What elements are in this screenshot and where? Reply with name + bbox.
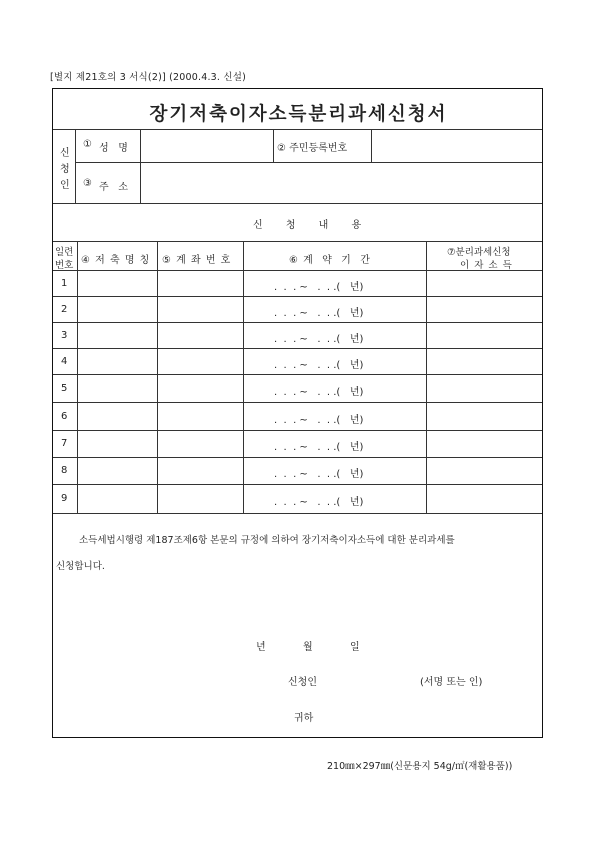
column-divider: [243, 241, 244, 513]
contract-period-cell[interactable]: . . . ~ . . .( 년): [274, 442, 364, 453]
column-divider: [426, 241, 427, 513]
row-divider: [53, 457, 542, 458]
account-number-header: ⑤ 계 좌 번 호: [162, 255, 232, 266]
row-number: 7: [61, 438, 68, 449]
application-statement: 소득세법시행령 제187조제6항 본문의 규정에 의하여 장기저축이자소득에 대한 분리과세를: [79, 535, 455, 546]
applicant-section-divider: [53, 203, 542, 204]
address-number: ③: [83, 178, 92, 189]
name-row-divider: [75, 162, 542, 163]
contract-period-cell[interactable]: . . . ~ . . .( 년): [274, 415, 364, 426]
name-label-divider: [140, 129, 141, 203]
form-title: 장기저축이자소득분리과세신청서: [149, 104, 448, 125]
content-heading-divider: [53, 241, 542, 242]
date-month-label: 월: [303, 642, 313, 653]
row-divider: [53, 322, 542, 323]
row-number: 8: [61, 465, 68, 476]
rrn-label-left-divider: [273, 129, 274, 162]
application-statement: 신청합니다.: [56, 561, 105, 572]
contract-period-cell[interactable]: . . . ~ . . .( 년): [274, 334, 364, 345]
rrn-label-right-divider: [371, 129, 372, 162]
paper-spec-note: 210㎜×297㎜(신문용지 54g/㎡(재활용품)): [327, 761, 513, 772]
row-divider: [53, 430, 542, 431]
applicant-signature-label: 신청인: [288, 677, 317, 688]
row-number: 9: [61, 493, 68, 504]
row-divider: [53, 402, 542, 403]
contract-period-cell[interactable]: . . . ~ . . .( 년): [274, 469, 364, 480]
row-number: 1: [61, 278, 68, 289]
signature-hint: (서명 또는 인): [420, 677, 483, 688]
separate-tax-header: ⑦분리과세신청: [447, 247, 511, 258]
contract-period-header: ⑥ 계 약 기 간: [289, 255, 371, 266]
address-label: 주 소: [99, 182, 128, 193]
title-divider: [53, 129, 542, 130]
contract-period-cell[interactable]: . . . ~ . . .( 년): [274, 387, 364, 398]
table-bottom-divider: [53, 513, 542, 514]
form-number-note: [별지 제21호의 3 서식(2)] (2000.4.3. 신설): [50, 72, 247, 83]
contract-period-cell[interactable]: . . . ~ . . .( 년): [274, 308, 364, 319]
name-number: ①: [83, 139, 92, 150]
contract-period-cell[interactable]: . . . ~ . . .( 년): [274, 497, 364, 508]
content-heading: 신 청 내 용: [253, 220, 372, 231]
row-number: 4: [61, 356, 68, 367]
row-divider: [53, 348, 542, 349]
address-value-field[interactable]: [143, 167, 535, 199]
column-divider: [157, 241, 158, 513]
name-value-field[interactable]: [143, 133, 269, 159]
savings-name-header: ④ 저 축 명 칭: [81, 255, 151, 266]
recipient-label: 귀하: [294, 713, 314, 724]
row-divider: [53, 484, 542, 485]
row-divider: [53, 296, 542, 297]
applicant-section-label: 청: [60, 164, 70, 175]
name-label: 성 명: [99, 143, 128, 154]
row-divider: [53, 374, 542, 375]
applicant-section-label: 신: [60, 148, 70, 159]
separate-tax-header: 이 자 소 득: [460, 260, 513, 271]
contract-period-cell[interactable]: . . . ~ . . .( 년): [274, 282, 364, 293]
row-number: 5: [61, 383, 68, 394]
serial-header: 번호: [55, 260, 74, 271]
applicant-section-label: 인: [60, 180, 70, 191]
column-divider: [77, 241, 78, 513]
date-year-label: 년: [256, 642, 266, 653]
application-form: [52, 88, 543, 738]
row-number: 6: [61, 411, 68, 422]
contract-period-cell[interactable]: . . . ~ . . .( 년): [274, 360, 364, 371]
rrn-label: ② 주민등록번호: [277, 143, 348, 154]
row-number: 3: [61, 330, 68, 341]
applicant-label-divider: [75, 129, 76, 203]
rrn-value-field[interactable]: [375, 133, 535, 159]
date-day-label: 일: [350, 642, 360, 653]
serial-header: 일련: [55, 247, 74, 258]
row-number: 2: [61, 304, 68, 315]
